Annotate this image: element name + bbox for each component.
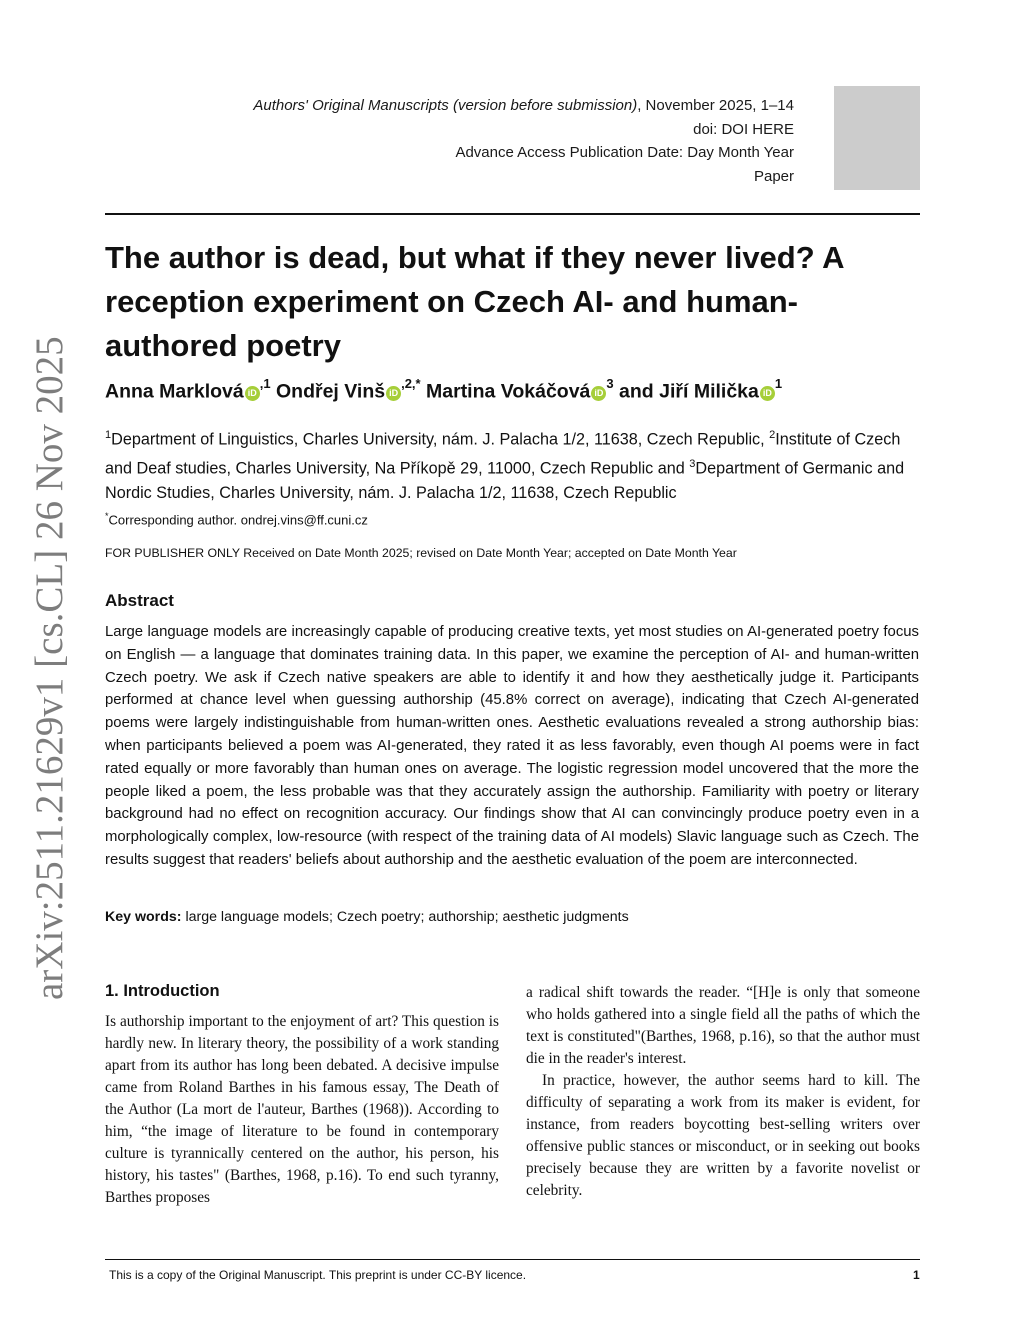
affil-marker: 2 bbox=[769, 429, 776, 441]
article-type: Paper bbox=[753, 167, 794, 185]
affiliation-2: Institute of Czech and Deaf studies, Charles University, Na Příkopě 29, 11000, Czech Republic and bbox=[105, 430, 901, 478]
abstract-text: Large language models are increasingly capable of producing creative texts, yet most studies on AI-generated poetry focus on English — a language that dominates training data. In this paper, we examine the perception of AI- and human-written Czech poetry. We ask if Czech native speakers are able to identify it and how they aesthetically judge it. Participants performed at chance level when guessing authorship (45.8% correct on average), indicating that Czech AI-generated poems were largely indistinguishable from human-written ones. Aesthetic evaluations revealed a strong authorship bias: when participants believed a poem was AI-generated, they rated it as less favorably, even though AI poems were in fact rated equally or more favorably than human ones on average. The logistic regression model uncovered that the more the people liked a poem, the less probable was that they accurately assign the authorship. Familiarity with poetry or literary background had no effect on recognition accuracy. Our findings show that AI can convincingly produce poetry even in a morphologically complex, low-resource (with respect of the training data of AI models) Slavic language such as Czech. The results suggest that readers' beliefs about authorship and the aesthetic evaluation of the poem are interconnected. bbox=[105, 624, 919, 868]
section-heading-introduction: 1. Introduction bbox=[105, 982, 220, 1000]
footer-rule bbox=[105, 1259, 920, 1260]
orcid-icon[interactable]: iD bbox=[386, 386, 401, 401]
author-list bbox=[105, 378, 925, 404]
arxiv-sidebar-id: arXiv:2511.21629v1 [cs.CL] 26 Nov 2025 bbox=[28, 336, 71, 1000]
access-date-line: Advance Access Publication Date: Day Month Year bbox=[455, 144, 794, 161]
abstract-heading: Abstract bbox=[105, 591, 174, 610]
author-name: Anna Marklová bbox=[105, 380, 244, 403]
affiliation-3: Department of Germanic and Nordic Studies, Charles University, nám. J. Palacha 1/2, 11638, Czech Republic bbox=[105, 459, 905, 502]
header-rule bbox=[105, 213, 920, 215]
journal-header bbox=[253, 94, 794, 188]
author-name: Jiří Milička bbox=[659, 380, 759, 403]
author-name: Martina Vokáčová bbox=[426, 380, 591, 403]
corresponding-text[interactable]: Corresponding author. ondrej.vins@ff.cuni.cz bbox=[108, 512, 368, 528]
page-number: 1 bbox=[913, 1268, 920, 1282]
intro-paragraph: Is authorship important to the enjoyment of art? This question is hardly new. In literary theory, the possibility of a work standing apart from its author has long been debated. A decisive impulse came from Roland Barthes in his famous essay, The Death of the Author (La mort de l'auteur, Barthes (1968)). According to him, “the image of literature to be found in contemporary culture is tyrannically centered on the author, his person, his history, his tastes" (Barthes, 1968, p.16). To end such tyranny, Barthes proposes bbox=[105, 1013, 499, 1206]
journal-date: , November 2025, 1–14 bbox=[637, 97, 794, 114]
author-connector: and bbox=[619, 380, 654, 403]
author-marker: ,2,* bbox=[401, 376, 421, 391]
affil-marker: 1 bbox=[105, 429, 112, 441]
journal-name: Authors' Original Manuscripts (version before submission) bbox=[253, 97, 638, 114]
intro-column-left bbox=[105, 1011, 499, 1209]
keywords bbox=[105, 909, 629, 925]
doi-line: doi: DOI HERE bbox=[693, 120, 794, 138]
corr-marker: * bbox=[105, 511, 109, 521]
keywords-text: large language models; Czech poetry; authorship; aesthetic judgments bbox=[185, 909, 629, 925]
orcid-icon[interactable]: iD bbox=[760, 386, 775, 401]
orcid-icon[interactable]: iD bbox=[245, 386, 260, 401]
publisher-note: FOR PUBLISHER ONLY Received on Date Month 2025; revised on Date Month Year; accepted on Date Month Year bbox=[105, 546, 737, 560]
corresponding-author bbox=[105, 511, 368, 527]
intro-paragraph: In practice, however, the author seems hard to kill. The difficulty of separating a work from its maker is evident, for instance, from readers boycotting best-selling writers over offensive public stances or misconduct, or in seeking out books precisely because they are written by a favorite novelist or celebrity. bbox=[526, 1072, 920, 1199]
footer-licence: This is a copy of the Original Manuscript. This preprint is under CC-BY licence. bbox=[109, 1268, 527, 1282]
author-marker: ,1 bbox=[259, 376, 271, 391]
intro-column-right bbox=[526, 982, 920, 1202]
journal-logo-placeholder bbox=[834, 86, 920, 190]
affil-marker: 3 bbox=[689, 457, 696, 470]
affiliations bbox=[105, 423, 923, 505]
author-name: Ondřej Vinš bbox=[275, 380, 386, 403]
journal-line bbox=[253, 94, 794, 118]
author-marker: 3 bbox=[606, 376, 614, 391]
intro-paragraph: a radical shift towards the reader. “[H]e is only that someone who holds gathered into a single field all the paths of which the text is constituted"(Barthes, 1968, p.16), so that the author must die in the reader's interest. bbox=[526, 984, 920, 1067]
orcid-icon[interactable]: iD bbox=[591, 386, 606, 401]
paper-title: The author is dead, but what if they never lived? A reception experiment on Czech AI- and human-authored poetry bbox=[105, 240, 844, 363]
author-marker: 1 bbox=[774, 376, 783, 391]
affiliation-1: Department of Linguistics, Charles University, nám. J. Palacha 1/2, 11638, Czech Republic, bbox=[111, 430, 770, 449]
keywords-label: Key words: bbox=[105, 909, 182, 925]
